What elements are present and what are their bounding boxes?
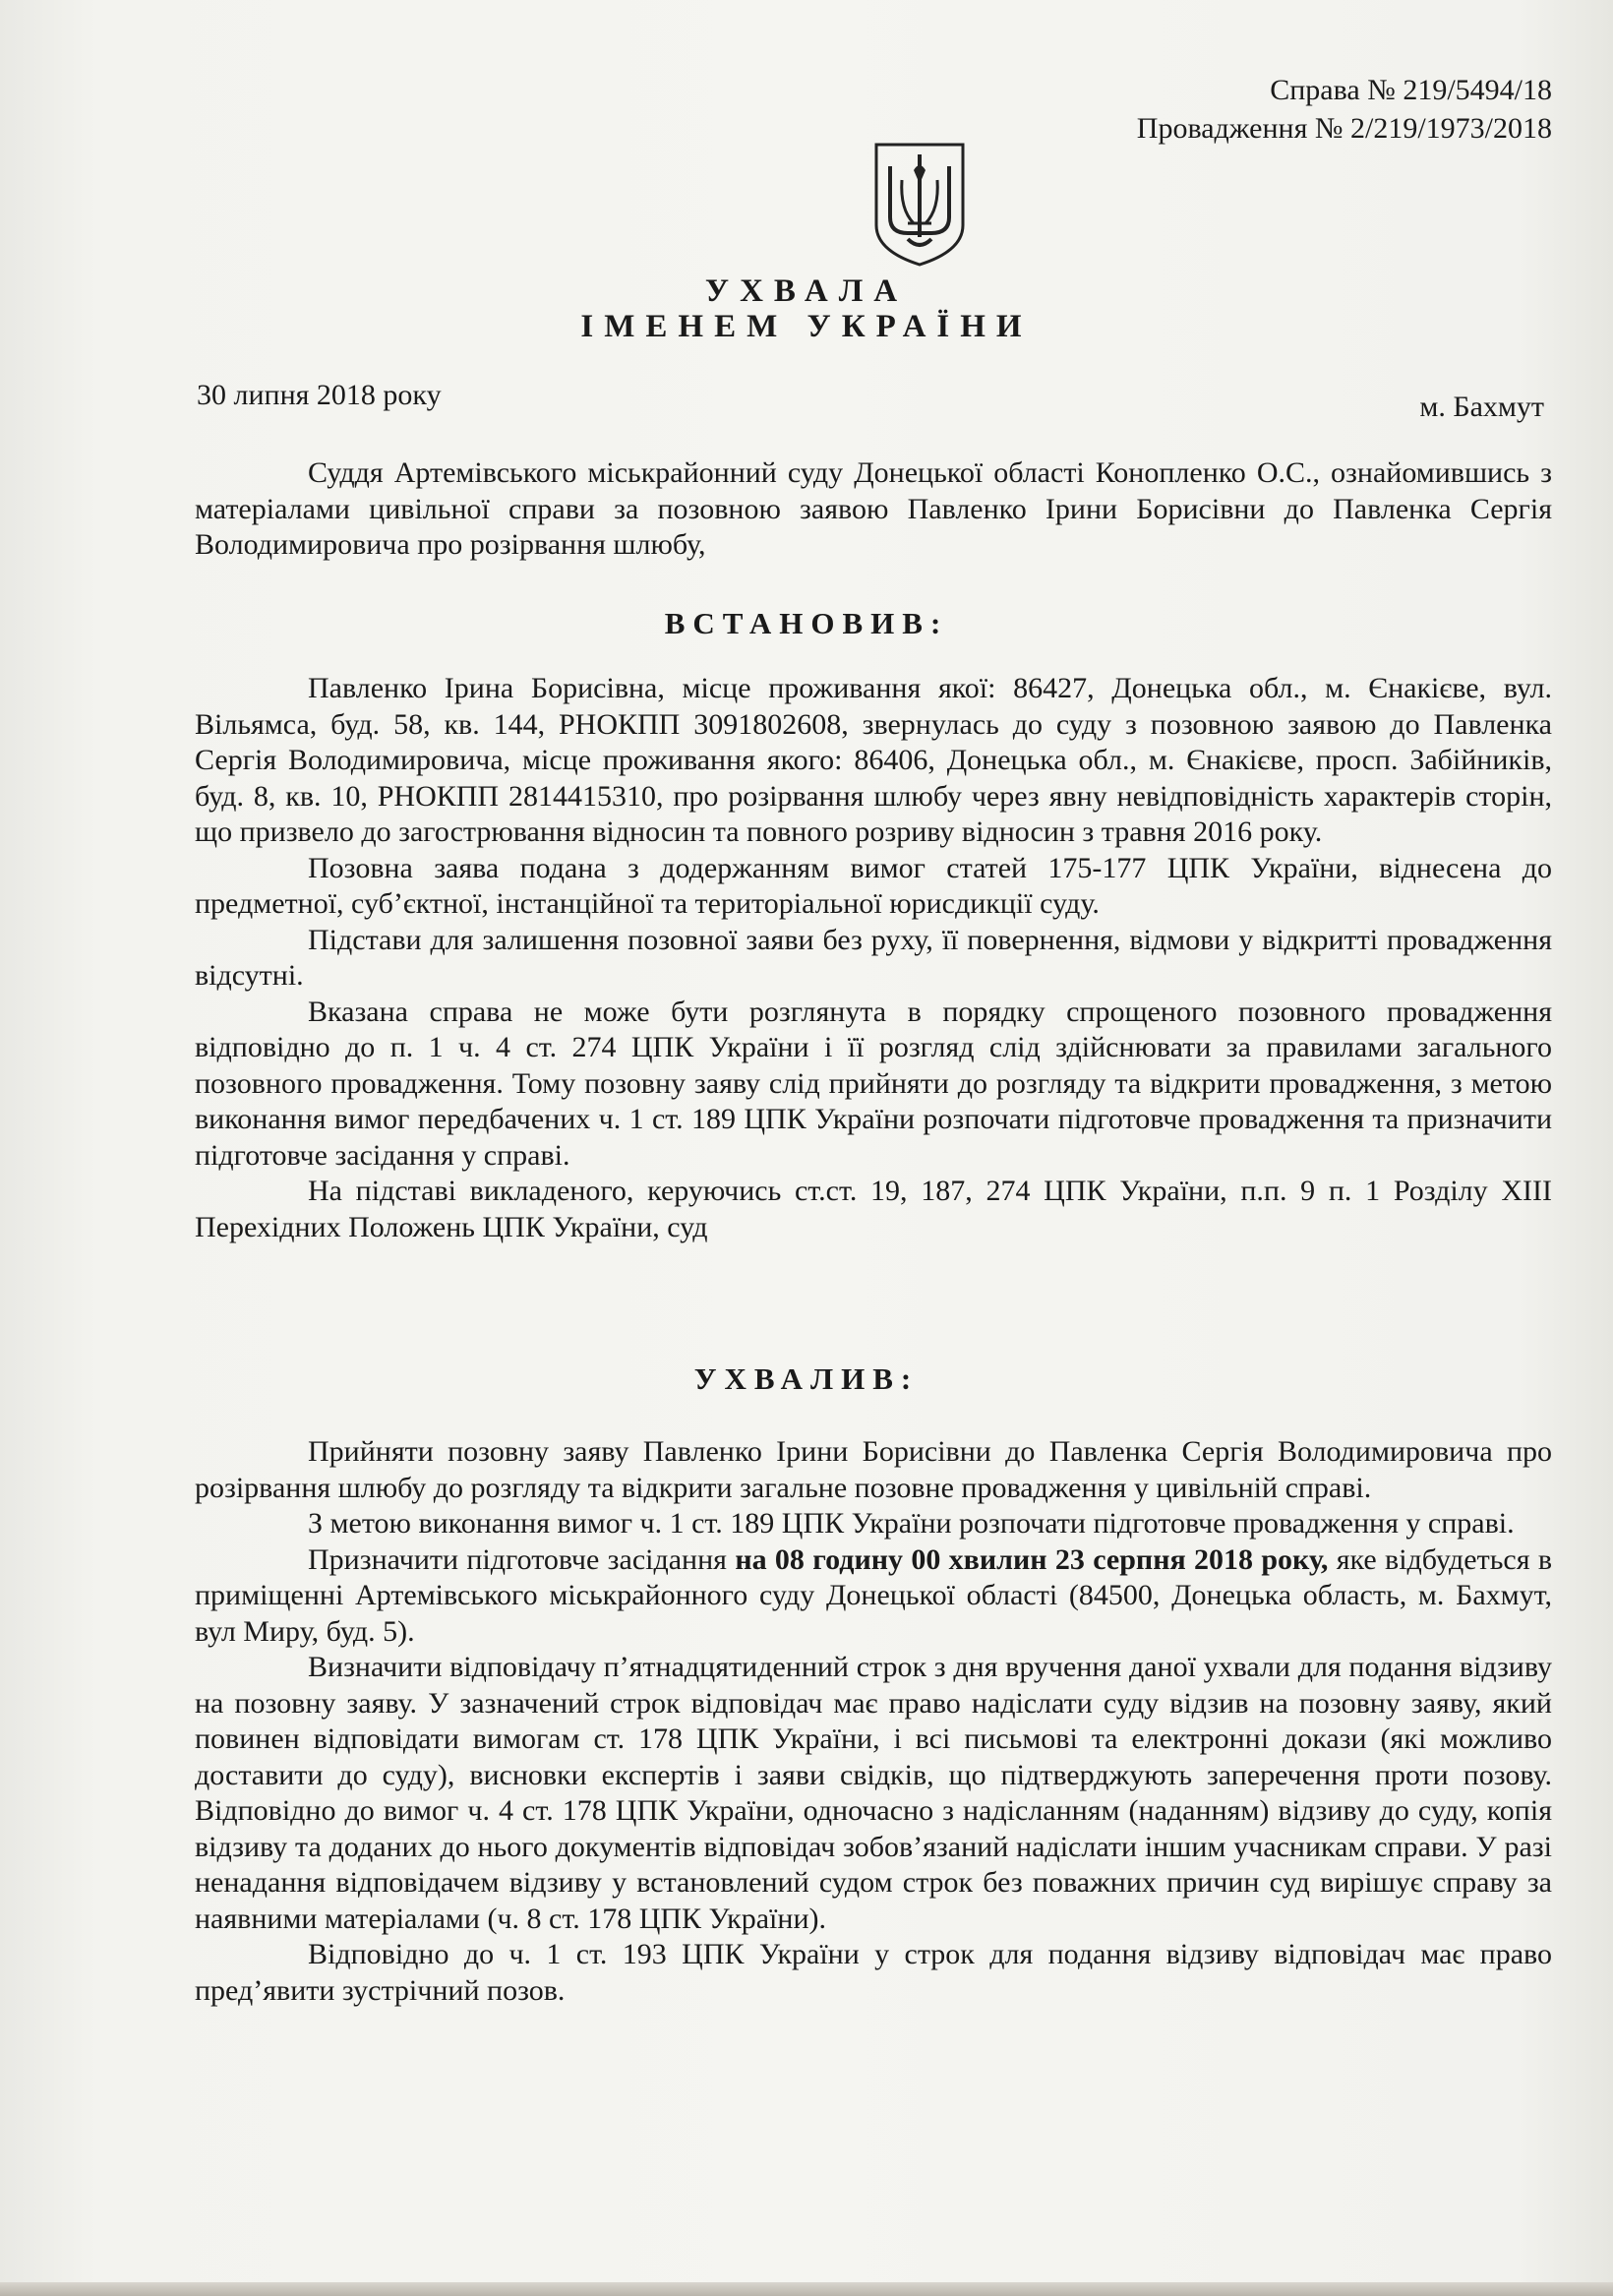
section-heading-ruled: УХВАЛИВ:	[693, 1361, 920, 1396]
paragraph: З метою виконання вимог ч. 1 ст. 189 ЦПК України розпочати підготовче провадження у справі.	[308, 1507, 1515, 1540]
paragraph: Підстави для залишення позовної заяви без руху, її повернення, відмови у відкритті провадження відсутні.	[195, 923, 1552, 992]
scan-edge	[0, 2282, 1613, 2296]
intro-paragraph	[195, 455, 1552, 564]
intro-text: Суддя Артемівського міськрайонний суду Донецької області Конопленко О.С., ознайомившись з матеріалами цивільної справи за позовною заявою Павленко Ірини Борисівни до Павленка Сергія Володимировича про розірвання шлюбу,	[195, 456, 1552, 561]
hearing-datetime: на 08 годину 00 хвилин 23 серпня 2018 року,	[735, 1542, 1329, 1576]
document-city: м. Бахмут	[1419, 391, 1544, 423]
trident-emblem-icon	[870, 141, 969, 269]
established-section	[195, 671, 1552, 1245]
paragraph: На підставі викладеного, керуючись ст.ст. 19, 187, 274 ЦПК України, п.п. 9 п. 1 Розділу ХІІІ Перехідних Положень ЦПК України, суд	[195, 1175, 1552, 1243]
paragraph: Вказана справа не може бути розглянута в порядку спрощеного позовного провадження відповідно до п. 1 ч. 4 ст. 274 ЦПК України і її розгляд слід здійснювати за правилами загального позовного провадження. Тому позовну заяву слід прийняти до розгляду та відкрити провадження, з метою виконання вимог передбачених ч. 1 ст. 189 ЦПК України розпочати підготовче провадження та призначити підготовче засідання у справі.	[195, 995, 1552, 1172]
text-run: яке відбудеться в приміщенні Артемівського міськрайонного суду Донецької області (84500, Донецька область, м. Бахмут, вул Миру, буд. 5).	[195, 1542, 1553, 1648]
paragraph: Павленко Ірина Борисівна, місце проживання якої: 86427, Донецька обл., м. Єнакієве, вул. Вільямса, буд. 58, кв. 144, РНОКПП 3091802608, звернулась до суду з позовною заявою до Павленка Сергія Володимировича, місце проживання якого: 86406, Донецька обл., м. Єнакієве, просп. Забійників, буд. 8, кв. 10, РНОКПП 2814415310, про розірвання шлюбу через явну невідповідність характерів сторін, що призвело до загострювання відносин та повного розриву відносин з травня 2016 року.	[195, 672, 1552, 848]
section-heading-established: ВСТАНОВИВ:	[664, 606, 949, 640]
document-title: УХВАЛА	[704, 273, 909, 309]
document-subtitle: ІМЕНЕМ УКРАЇНИ	[580, 309, 1033, 344]
case-number: Справа № 219/5494/18	[1270, 74, 1552, 106]
case-header	[1137, 71, 1552, 148]
paragraph: Прийняти позовну заяву Павленко Ірини Борисівни до Павленка Сергія Володимировича про розірвання шлюбу до розгляду та відкрити загальне позовне провадження у цивільній справі.	[195, 1435, 1552, 1504]
proceeding-number: Провадження № 2/219/1973/2018	[1136, 112, 1552, 145]
paragraph: Позовна заява подана з додержанням вимог статей 175-177 ЦПК України, віднесена до предметної, суб’єктної, інстанційної та територіальної юрисдикції суду.	[195, 851, 1552, 920]
ruled-section	[195, 1434, 1552, 2009]
paragraph: Визначити відповідачу п’ятнадцятиденний строк з дня вручення даної ухвали для подання відзиву на позовну заяву. У зазначений строк відповідач має право надіслати суду відзив на позовну заяву, який повинен відповідати вимогам ст. 178 ЦПК України, і всі письмові та електронні докази (які можливо доставити до суду), висновки експертів і заяви свідків, що підтверджують заперечення проти позову. Відповідно до вимог ч. 4 ст. 178 ЦПК України, одночасно з надісланням (наданням) відзиву до суду, копія відзиву та доданих до нього документів відповідач зобов’язаний надіслати іншим учасникам справи. У разі ненадання відповідачем відзиву у встановлений судом строк без поважних причин суд вирішує справу за наявними матеріалами (ч. 8 ст. 178 ЦПК України).	[195, 1651, 1552, 1935]
document-date: 30 липня 2018 року	[197, 379, 442, 411]
hearing-paragraph	[195, 1542, 1552, 1651]
text-run: Призначити підготовче засідання	[308, 1542, 736, 1576]
paragraph: Відповідно до ч. 1 ст. 193 ЦПК України у строк для подання відзиву відповідач має право пред’явити зустрічний позов.	[195, 1938, 1552, 2007]
